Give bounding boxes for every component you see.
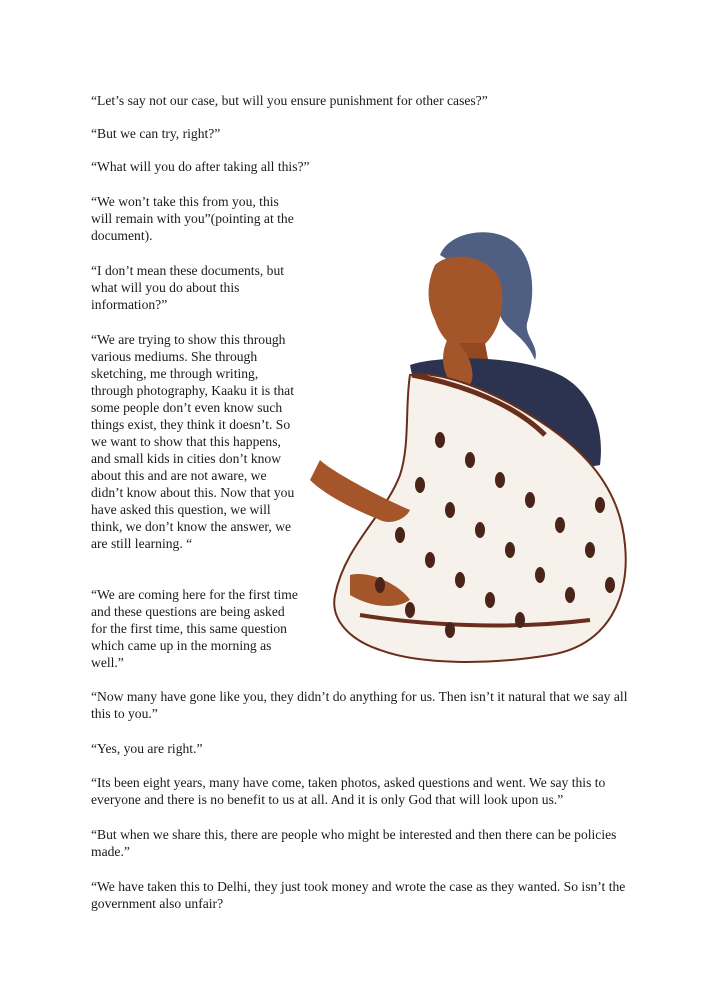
- paragraph-1: “Let’s say not our case, but will you ensure punishment for other cases?”: [91, 93, 488, 108]
- paragraph-7: “We are coming here for the first time and these questions are being asked for the first time, this same question which came up in the morning as well.”: [91, 587, 298, 670]
- paragraph-5: “I don’t mean these documents, but what will you do about this information?”: [91, 263, 285, 312]
- paragraph-6: “We are trying to show this through various mediums. She through sketching, me through writing, through photography, Kaaku it is that some people don’t even know such things exist, they think it doesn’t. So we want to show that this happens, and small kids in cities don’t know about this and are not aware, we didn’t know about this. Now that you have asked this question, we will think, we don’t know the answer, we are still learning. “: [91, 332, 295, 551]
- woman-sketch-illustration: [290, 225, 650, 675]
- paragraph-11: “But when we share this, there are people who might be interested and then there can be policies made.”: [91, 827, 617, 859]
- paragraph-10: “Its been eight years, many have come, taken photos, asked questions and went. We say this to everyone and there is no benefit to us at all. And it is only God that will look upon us.”: [91, 775, 606, 807]
- paragraph-9: “Yes, you are right.”: [91, 741, 203, 756]
- paragraph-4: “We won’t take this from you, this will remain with you”(pointing at the document).: [91, 194, 294, 243]
- paragraph-8: “Now many have gone like you, they didn’t do anything for us. Then isn’t it natural that we say all this to you.”: [91, 689, 628, 721]
- paragraph-3: “What will you do after taking all this?”: [91, 159, 310, 174]
- paragraph-2: “But we can try, right?”: [91, 126, 221, 141]
- paragraph-12: “We have taken this to Delhi, they just took money and wrote the case as they wanted. So isn’t the government also unfair?: [91, 879, 626, 911]
